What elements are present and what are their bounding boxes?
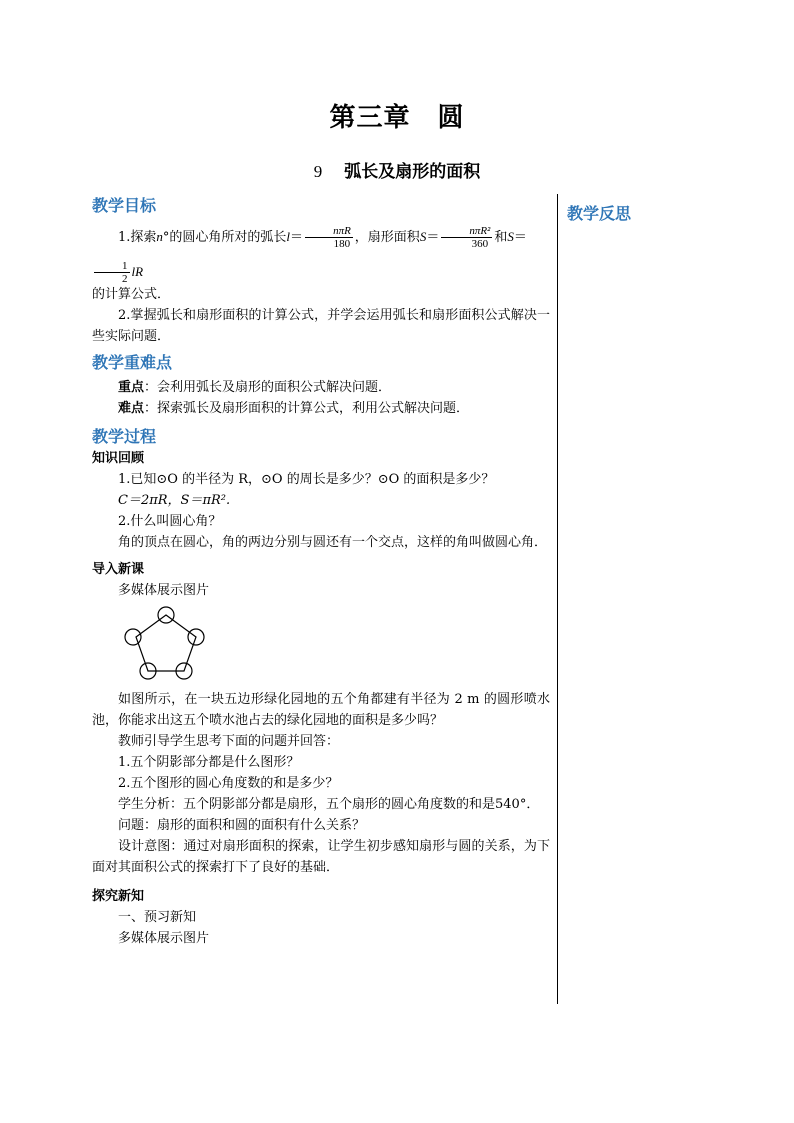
explore-p1: 一、预习新知 xyxy=(118,910,197,925)
intro-heading: 导入新课 xyxy=(92,562,145,577)
key-point: 重点：会利用弧长及扇形的面积公式解决问题． xyxy=(118,380,392,395)
intro-p6: 问题：扇形的面积和圆的面积有什么关系？ xyxy=(118,818,366,833)
objective-1-tail: 的计算公式． xyxy=(92,287,171,302)
lesson-name: 弧长及扇形的面积 xyxy=(344,162,481,182)
difficult-point: 难点：探索弧长及扇形面积的计算公式，利用公式解决问题． xyxy=(118,401,470,416)
column-divider xyxy=(557,194,558,1004)
explore-p2: 多媒体展示图片 xyxy=(118,931,210,946)
review-heading: 知识回顾 xyxy=(92,451,145,466)
intro-p3: 1.五个阴影部分都是什么图形？ xyxy=(118,755,300,770)
lesson-number: 9 xyxy=(313,162,323,181)
intro-p2: 教师引导学生思考下面的问题并回答： xyxy=(118,734,340,749)
intro-p7: 设计意图：通过对扇形面积的探索，让学生初步感知扇形与圆的关系，为下面对其面积公式的探索打下了良好的基础． xyxy=(92,839,550,875)
objectives-heading: 教学目标 xyxy=(92,196,157,215)
sector-area-fraction: $\frac{\text{nπR²}}{360}$ xyxy=(441,225,492,250)
main-column xyxy=(92,192,550,949)
reflection-heading: 教学反思 xyxy=(567,204,632,223)
intro-show: 多媒体展示图片 xyxy=(118,583,210,598)
lesson-title xyxy=(0,157,794,182)
chapter-title: 第三章 圆 xyxy=(329,103,465,133)
intro-p1: 如图所示，在一块五边形绿化园地的五个角都建有半径为 2 m 的圆形喷水池，你能求出这五个喷水池占去的绿化园地的面积是多少吗？ xyxy=(92,692,550,728)
review-q2: 2.什么叫圆心角？ xyxy=(118,514,222,529)
process-heading: 教学过程 xyxy=(92,427,157,446)
pentagon-fountain-figure xyxy=(120,605,210,685)
arc-length-fraction: $\frac{\text{nπR}}{180}$ xyxy=(305,225,353,250)
intro-p4: 2.五个图形的圆心角度数的和是多少？ xyxy=(118,776,339,791)
intro-p5: 学生分析：五个阴影部分都是扇形，五个扇形的圆心角度数的和是540°． xyxy=(118,797,540,812)
review-q1: 1.已知⊙O 的半径为 R，⊙O 的周长是多少？⊙O 的面积是多少？ xyxy=(118,472,495,487)
review-a2: 角的顶点在圆心，角的两边分别与圆还有一个交点，这样的角叫做圆心角． xyxy=(118,535,548,550)
keypoints-heading: 教学重难点 xyxy=(92,353,173,372)
half-fraction: $\frac{1}{2}$ xyxy=(94,260,130,285)
explore-heading: 探究新知 xyxy=(92,889,145,904)
objective-2: 2.掌握弧长和扇形面积的计算公式，并学会运用弧长和扇形面积公式解决一些实际问题． xyxy=(92,308,550,344)
objective-1: 1.探索n°的圆心角所对的弧长l＝ $\frac{\text{nπR}}{180}$ ，扇形面积S＝ $\frac{\text{nπR²}}{360}$ 和S＝ $\frac{1}{2}$ lR xyxy=(92,220,550,290)
review-a1: C＝2πR，S＝πR². xyxy=(118,493,231,508)
